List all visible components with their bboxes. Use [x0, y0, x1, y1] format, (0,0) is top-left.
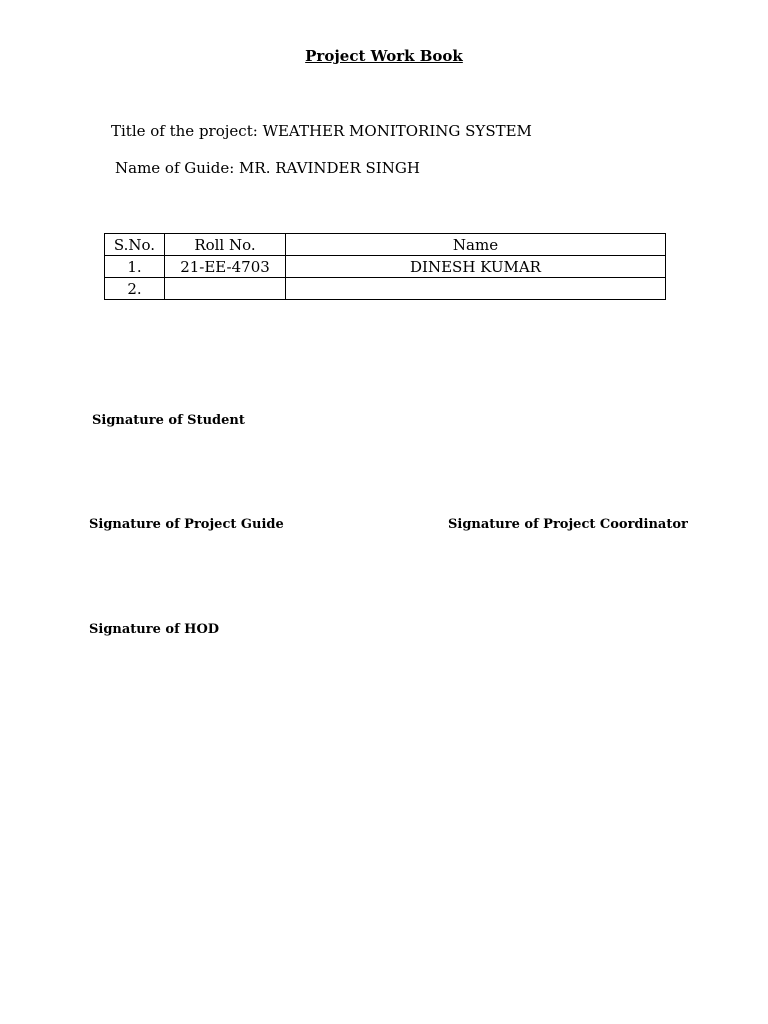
- cell-sno: 2.: [105, 278, 165, 300]
- project-title-label: Title of the project:: [111, 122, 258, 140]
- cell-name: [286, 278, 666, 300]
- table-row: [105, 278, 666, 300]
- signature-student-label: Signature of Student: [92, 413, 245, 428]
- signature-guide-label: Signature of Project Guide: [89, 517, 284, 532]
- table-header-row: [105, 234, 666, 256]
- guide-name-line: [115, 159, 420, 177]
- header-sno: S.No.: [105, 234, 165, 256]
- page-title: Project Work Book: [305, 47, 463, 65]
- project-title-line: [111, 122, 532, 140]
- header-name: Name: [286, 234, 666, 256]
- student-table: [104, 233, 666, 300]
- cell-roll-no: [165, 278, 286, 300]
- cell-sno: 1.: [105, 256, 165, 278]
- signature-hod-label: Signature of HOD: [89, 622, 220, 637]
- guide-name-label: Name of Guide:: [115, 159, 235, 177]
- header-roll-no: Roll No.: [165, 234, 286, 256]
- table-row: [105, 256, 666, 278]
- cell-name: DINESH KUMAR: [286, 256, 666, 278]
- cell-roll-no: 21-EE-4703: [165, 256, 286, 278]
- project-title-value: WEATHER MONITORING SYSTEM: [262, 122, 532, 140]
- guide-name-value: MR. RAVINDER SINGH: [239, 159, 420, 177]
- signature-coordinator-label: Signature of Project Coordinator: [448, 517, 688, 532]
